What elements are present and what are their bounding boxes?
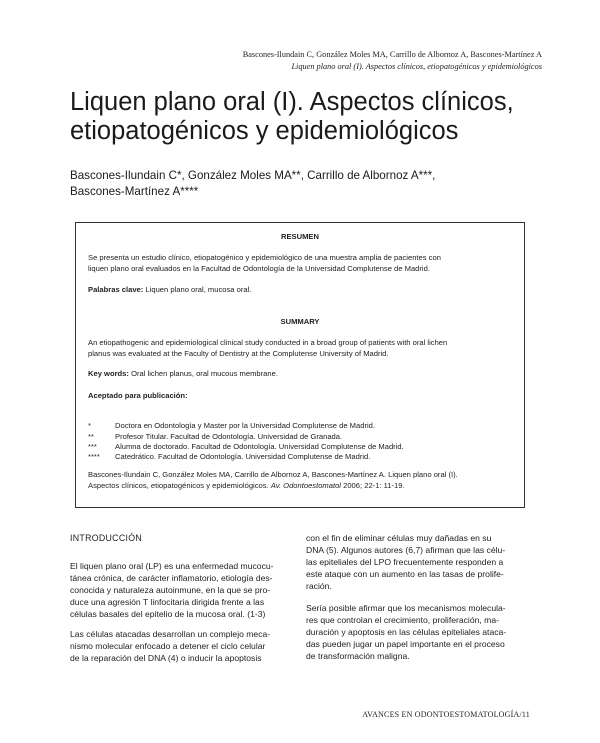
text-line: das pueden jugar un papel importante en el proceso — [306, 639, 505, 650]
left-paragraph-1 — [70, 560, 294, 620]
footnote-mark: *** — [88, 442, 97, 451]
section-heading-introduccion: INTRODUCCIÓN — [70, 533, 143, 543]
text-line: las epiteliales del LPO frecuentemente responden a — [306, 557, 504, 568]
text-line: Sería posible afirmar que los mecanismos molecula- — [306, 603, 506, 613]
abstract-box — [75, 222, 525, 508]
page-footer: AVANCES EN ODONTOESTOMATOLOGÍA/11 — [362, 710, 530, 719]
citation-line-2-pre: Aspectos clínicos, etiopatogénicos y epidemiológicos. — [88, 480, 271, 490]
summary-keywords-value: Oral lichen planus, oral mucous membrane. — [131, 369, 278, 378]
left-paragraph-2 — [70, 628, 294, 664]
text-line: este ataque con un aumento en las tasas de prolife- — [306, 569, 504, 580]
running-head-title: Liquen plano oral (I). Aspectos clínicos, etiopatogénicos y epidemiológicos — [291, 62, 542, 71]
author-list — [70, 168, 540, 200]
resumen-text — [88, 253, 512, 274]
citation-line-2-post: 2006; 22-1: 11-19. — [341, 480, 405, 490]
resumen-line-2: liquen plano oral evaluados en la Facultad de Odontología de la Universidad Complutense de Madrid. — [88, 263, 430, 273]
resumen-keywords — [88, 285, 512, 296]
text-line: res que controlan el crecimiento, proliferación, ma- — [306, 615, 499, 626]
footnote-mark: ** — [88, 432, 94, 441]
text-line: El liquen plano oral (LP) es una enfermedad mucocu- — [70, 561, 274, 571]
resumen-keywords-label: Palabras clave: — [88, 285, 144, 294]
text-line: conocida y naturaleza autoinmune, en la que se pro- — [70, 585, 271, 596]
footnote-text: Profesor Titular. Facultad de Odontología. Universidad de Granada. — [115, 432, 343, 441]
citation-line-1: Bascones-Ilundain C, González Moles MA, Carrillo de Albornoz A, Bascones-Martínez A. Liquen plano oral (I). — [88, 470, 458, 479]
footnote-2 — [88, 432, 342, 443]
authors-line-2: Bascones-Martínez A**** — [70, 185, 199, 198]
text-line: células basales del epitelio de la mucosa oral. (1-3) — [70, 609, 266, 620]
text-line: ración. — [306, 581, 332, 592]
footnote-text: Alumna de doctorado. Facultad de Odontología. Universidad Complutense de Madrid. — [115, 442, 404, 451]
resumen-keywords-value: Liquen plano oral, mucosa oral. — [145, 285, 252, 294]
accepted-label: Aceptado para publicación: — [88, 391, 188, 400]
text-line: nismo molecular enfocado a detener el ciclo celular — [70, 641, 266, 652]
right-paragraph-2 — [306, 602, 530, 662]
text-line: duce una agresión T linfocitaria dirigida frente a las — [70, 597, 265, 608]
authors-line-1: Bascones-Ilundain C*, González Moles MA**, Carrillo de Albornoz A***, — [70, 169, 436, 182]
title-line-2: etiopatogénicos y epidemiológicos — [70, 117, 459, 145]
title-line-1: Liquen plano oral (I). Aspectos clínicos, — [70, 88, 514, 116]
right-paragraph-1 — [306, 532, 530, 592]
footnote-text: Doctora en Odontología y Master por la Universidad Complutense de Madrid. — [115, 421, 376, 430]
text-line: Las células atacadas desarrollan un complejo meca- — [70, 629, 271, 639]
footnote-4 — [88, 452, 370, 463]
summary-keywords — [88, 369, 512, 380]
footnote-mark: **** — [88, 452, 100, 461]
summary-text — [88, 338, 512, 359]
citation-journal: Av. Odontoestomatol — [270, 480, 341, 490]
footnote-mark: * — [88, 421, 91, 430]
text-line: de transformación maligna. — [306, 651, 410, 662]
summary-keywords-label: Key words: — [88, 369, 129, 378]
footnote-3 — [88, 442, 404, 453]
summary-line-1: An etiopathogenic and epidemiological clinical study conducted in a broad group of patients with oral lichen — [88, 338, 448, 347]
text-line: duración y apoptosis en las células epiteliales ataca- — [306, 627, 507, 638]
resumen-line-1: Se presenta un estudio clínico, etiopatogénico y epidemiológico de una muestra amplia de pacientes con — [88, 253, 441, 262]
summary-line-2: planus was evaluated at the Faculty of Dentistry at the Complutense University of Madrid. — [88, 348, 389, 358]
text-line: con el fin de eliminar células muy dañadas en su — [306, 533, 492, 543]
footnote-text: Catedrático. Facultad de Odontología. Universidad Complutense de Madrid. — [115, 452, 371, 461]
text-line: de la reparación del DNA (4) o inducir la apoptosis — [70, 653, 262, 664]
summary-heading: SUMMARY — [280, 317, 320, 326]
text-line: tánea crónica, de carácter inflamatorio, etiología des- — [70, 573, 273, 584]
footnote-1 — [88, 421, 375, 432]
resumen-heading: RESUMEN — [281, 232, 319, 241]
citation — [88, 470, 512, 491]
page-title — [70, 88, 550, 146]
text-line: DNA (5). Algunos autores (6,7) afirman que las célu- — [306, 545, 506, 556]
running-head-authors: Bascones-Ilundain C, González Moles MA, Carrillo de Albornoz A, Bascones-Martínez A — [242, 50, 542, 59]
